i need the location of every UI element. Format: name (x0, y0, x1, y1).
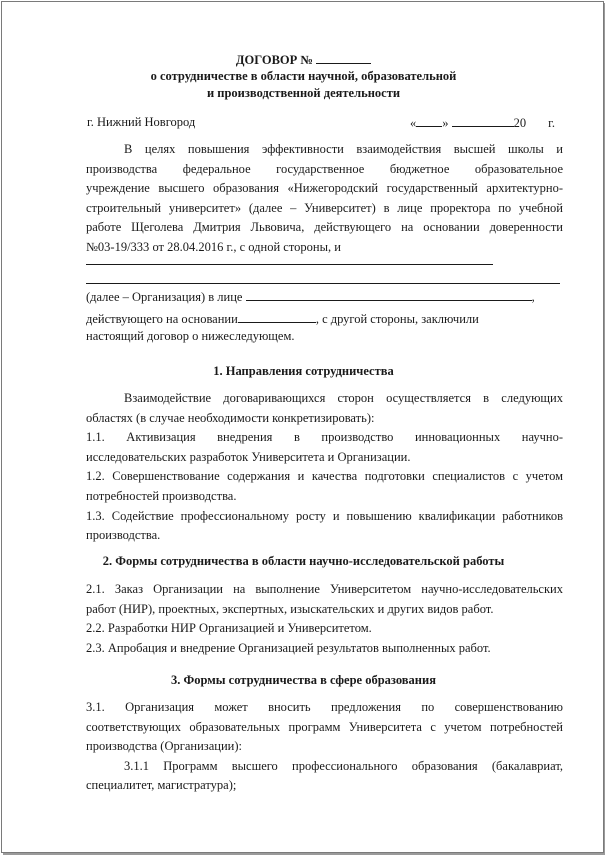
intro-word: №03-19/333 (86, 239, 150, 254)
intro-paragraph-cont (86, 288, 563, 347)
section-line: производства (Организации): (86, 739, 242, 754)
contract-title (2, 52, 605, 68)
representative-blank (246, 289, 532, 301)
year-suffix: г. (548, 116, 555, 130)
section-3-heading: 3. Формы сотрудничества в сфере образования (171, 673, 436, 687)
section-1-body (86, 389, 563, 546)
date-open-quote: « (410, 116, 417, 130)
intro-word: одной (248, 239, 281, 254)
year-prefix: 20 (513, 116, 527, 130)
intro-word: и (334, 239, 341, 254)
intro-line: работе Щеголева Дмитрия Львовича, действующего на основании доверенности (86, 220, 563, 235)
intro-word: стороны, (283, 239, 332, 254)
section-1-heading: 1. Направления сотрудничества (213, 364, 394, 378)
intro-line-6 (86, 238, 563, 258)
intro-text: , (531, 290, 535, 304)
intro-word: от (152, 239, 164, 254)
intro-line: строительный университет» (далее – Университет) в лице проректора по учебной (86, 200, 563, 215)
month-blank (452, 115, 514, 127)
intro-text: действующего на основании (86, 311, 238, 326)
section-line: Взаимодействие договаривающихся сторон осуществляется в следующих (124, 391, 563, 405)
day-blank (416, 115, 442, 127)
section-line: 2.3. Апробация и внедрение Организацией результатов выполненных работ. (86, 640, 491, 655)
intro-line: настоящий договор о нижеследующем. (86, 329, 295, 344)
section-2-body (86, 580, 563, 658)
organization-name-line-2 (86, 283, 560, 284)
basis-blank (238, 311, 316, 323)
contract-title-text: ДОГОВОР № (235, 53, 313, 67)
intro-text: (далее – Организация) в лице (86, 290, 243, 304)
intro-text: , с другой стороны, заключили (315, 311, 479, 326)
section-line: 1.2. Совершенствование содержания и качества подготовки специалистов с учетом (86, 469, 563, 484)
intro-word: 28.04.2016 (167, 239, 224, 254)
date-close-quote: » (442, 116, 449, 130)
section-line: 1.3. Содействие профессиональному росту и повышению квалификации работников (86, 508, 563, 523)
section-line: 1.1. Активизация внедрения в производство инновационных научно- (86, 430, 563, 445)
contract-date (410, 115, 555, 131)
section-line: областях (в случае необходимости конкретизировать): (86, 410, 375, 425)
intro-word: с (239, 239, 246, 254)
intro-line-9 (86, 308, 563, 328)
section-line: работ (НИР), проектных, экспертных, изыскательских и других видов работ. (86, 601, 494, 616)
section-line: 2.1. Заказ Организации на выполнение Университетом научно-исследовательских (86, 582, 563, 596)
contract-number-blank (316, 52, 371, 64)
intro-line: производства федеральное государственное бюджетное образовательное (86, 161, 563, 176)
intro-line-8 (86, 288, 563, 308)
contract-subtitle-line1: о сотрудничестве в области научной, образовательной (150, 69, 457, 83)
document-page (1, 1, 604, 853)
section-line: 3.1.1 Программ высшего профессионального образования (бакалавриат, (124, 758, 563, 773)
section-line: специалитет, магистратура); (86, 778, 237, 793)
contract-place: г. Нижний Новгород (87, 115, 196, 129)
section-line: соответствующих образовательных программ Университета с учетом потребностей (86, 719, 563, 734)
intro-word: г., (226, 239, 237, 254)
organization-name-line-1 (86, 264, 493, 265)
intro-line: учреждение высшего образования «Нижегородский государственный архитектурно- (86, 181, 563, 196)
section-line: 3.1. Организация может вносить предложения по совершенствованию (86, 700, 563, 714)
section-2-heading: 2. Формы сотрудничества в области научно-исследовательской работы (102, 554, 505, 568)
intro-paragraph (86, 140, 563, 258)
section-line: производства. (86, 528, 161, 543)
contract-subtitle-line2: и производственной деятельности (206, 86, 401, 100)
section-line: потребностей производства. (86, 488, 237, 503)
intro-line: В целях повышения эффективности взаимодействия высшей школы и (124, 142, 563, 156)
section-line: 2.2. Разработки НИР Организацией и Университетом. (86, 621, 372, 636)
section-line: исследовательских разработок Университета и Организации. (86, 449, 411, 464)
section-3-body (86, 698, 563, 796)
